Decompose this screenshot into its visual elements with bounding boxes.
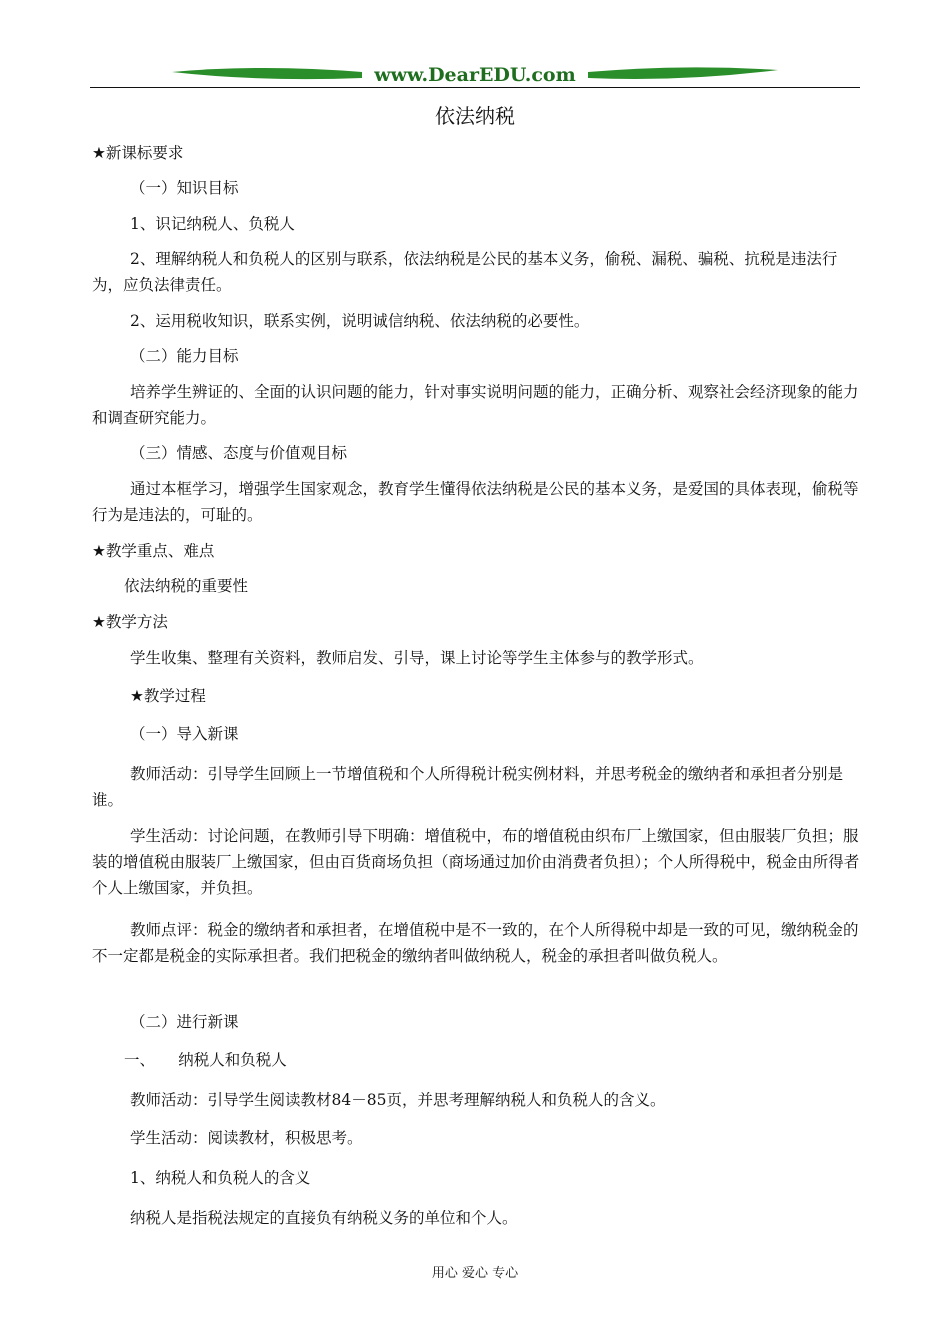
logo-left-swoosh-icon (172, 68, 362, 79)
page-footer: 用心 爱心 专心 (431, 1266, 519, 1281)
subheading-ability: （二）能力目标 (130, 347, 239, 365)
logo-right-swoosh-icon (588, 67, 778, 79)
paragraph: 通过本框学习，增强学生国家观念，教育学生懂得依法纳税是公民的基本义务，是爱国的具体表现，偷税等行为是违法的，可耻的。 (92, 480, 859, 524)
section-heading-methods: ★教学方法 (92, 613, 168, 631)
paragraph: 2、理解纳税人和负税人的区别与联系，依法纳税是公民的基本义务，偷税、漏税、骗税、抗税是违法行为，应负法律责任。 (92, 250, 838, 294)
section-heading-key-points: ★教学重点、难点 (92, 542, 215, 560)
paragraph: 教师活动：引导学生阅读教材84－85页，并思考理解纳税人和负税人的含义。 (130, 1091, 666, 1109)
subheading-knowledge: （一）知识目标 (130, 179, 239, 197)
paragraph: 2、运用税收知识，联系实例，说明诚信纳税、依法纳税的必要性。 (130, 312, 590, 330)
section-heading-standards: ★新课标要求 (92, 144, 184, 162)
subheading-taxpayer: 一、 纳税人和负税人 (124, 1051, 287, 1069)
paragraph: 教师活动：引导学生回顾上一节增值税和个人所得税计税实例材料，并思考税金的缴纳者和承担者分别是谁。 (92, 765, 844, 809)
paragraph: 学生收集、整理有关资料，教师启发、引导，课上讨论等学生主体参与的教学形式。 (130, 649, 704, 667)
logo-text: www.DearEDU.com (374, 64, 576, 86)
paragraph: 依法纳税的重要性 (124, 577, 249, 595)
subheading-intro: （一）导入新课 (130, 725, 239, 743)
header-logo (172, 62, 778, 88)
paragraph: 学生活动：讨论问题，在教师引导下明确：增值税中，布的增值税由织布厂上缴国家，但由服装厂负担；服装的增值税由服装厂上缴国家，但由百货商场负担（商场通过加价由消费者负担）；个人所得税中，税金由所得者个人上缴国家，并负担。 (92, 827, 860, 897)
subheading-values: （三）情感、态度与价值观目标 (130, 444, 348, 462)
paragraph: 学生活动：阅读教材，积极思考。 (130, 1129, 363, 1147)
page-title: 依法纳税 (435, 104, 515, 128)
header-rule (90, 87, 860, 88)
subheading-new-lesson: （二）进行新课 (130, 1013, 239, 1031)
paragraph: 纳税人是指税法规定的直接负有纳税义务的单位和个人。 (130, 1209, 518, 1227)
subheading-definition: 1、纳税人和负税人的含义 (130, 1169, 311, 1187)
paragraph: 教师点评：税金的缴纳者和承担者，在增值税中是不一致的，在个人所得税中却是一致的可见，缴纳税金的不一定都是税金的实际承担者。我们把税金的缴纳者叫做纳税人，税金的承担者叫做负税人。 (92, 921, 859, 965)
section-heading-process: ★教学过程 (130, 687, 206, 705)
paragraph: 1、识记纳税人、负税人 (130, 215, 295, 233)
paragraph: 培养学生辨证的、全面的认识问题的能力，针对事实说明问题的能力，正确分析、观察社会经济现象的能力和调查研究能力。 (92, 383, 859, 427)
